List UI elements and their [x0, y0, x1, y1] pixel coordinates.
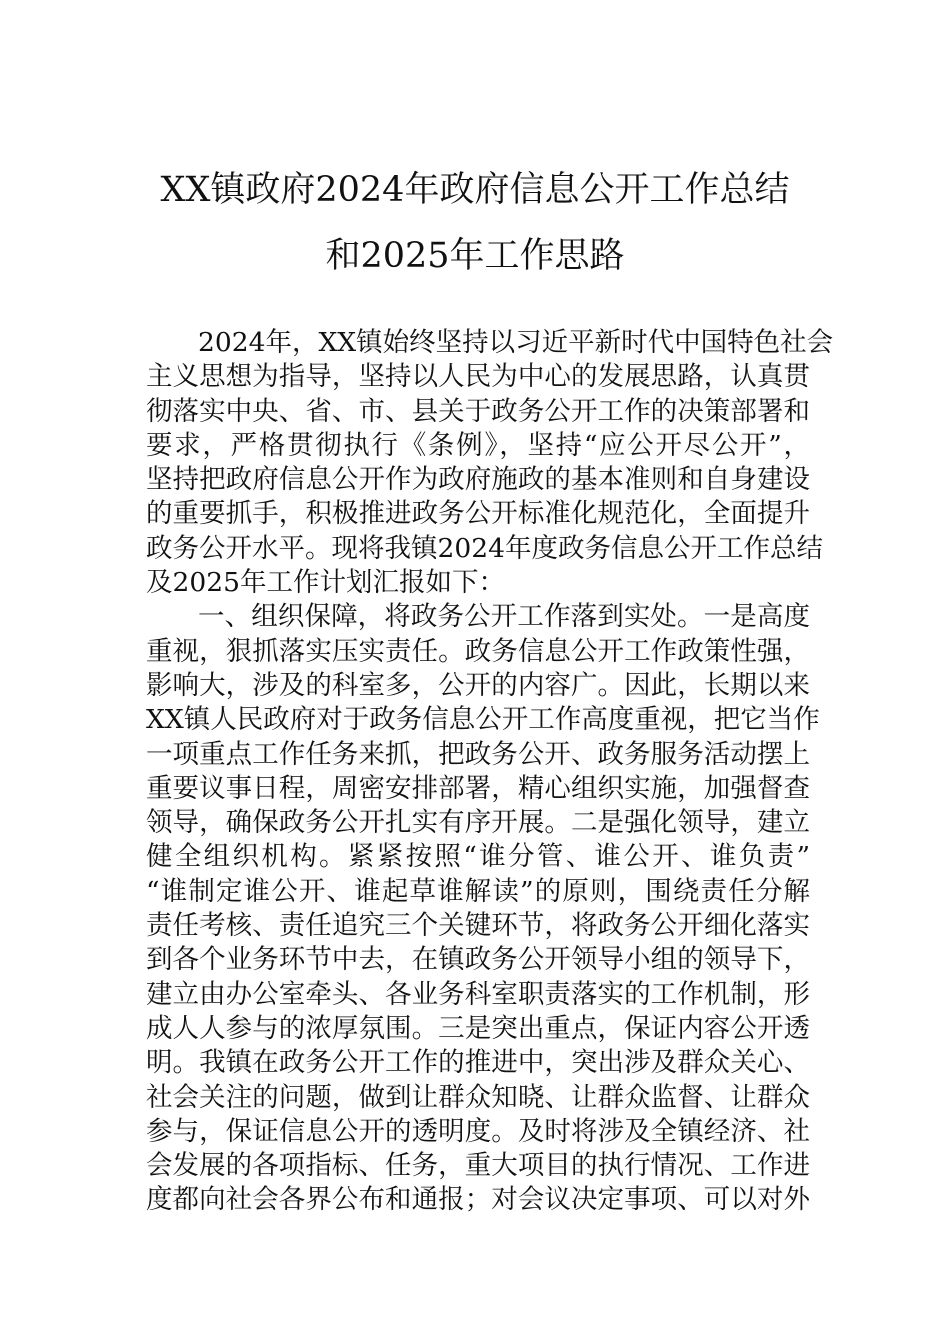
- document-body: [146, 326, 834, 1218]
- body-line: 到各个业务环节中去，在镇政务公开领导小组的领导下，: [146, 944, 810, 976]
- body-line: 及2025年工作计划汇报如下：: [146, 567, 505, 599]
- body-line: 一项重点工作任务来抓，把政务公开、政务服务活动摆上: [146, 738, 810, 770]
- body-line: 一、组织保障，将政务公开工作落到实处。一是高度: [198, 601, 810, 633]
- body-line: 领导，确保政务公开扎实有序开展。二是强化领导，建立: [146, 807, 810, 839]
- body-line: 成人人参与的浓厚氛围。三是突出重点，保证内容公开透: [146, 1012, 810, 1044]
- document-title-line-2: 和2025年工作思路: [325, 236, 625, 276]
- body-line: 重要议事日程，周密安排部署，精心组织实施，加强督查: [146, 772, 810, 804]
- body-line: 度都向社会各界公布和通报；对会议决定事项、可以对外: [146, 1184, 810, 1216]
- body-line: 的重要抓手，积极推进政务公开标准化规范化，全面提升: [146, 498, 810, 530]
- body-line: 主义思想为指导，坚持以人民为中心的发展思路，认真贯: [146, 361, 810, 393]
- body-line: 彻落实中央、省、市、县关于政务公开工作的决策部署和: [146, 395, 810, 427]
- body-line: 重视，狠抓落实压实责任。政务信息公开工作政策性强，: [146, 635, 810, 667]
- body-line: 会发展的各项指标、任务，重大项目的执行情况、工作进: [146, 1150, 810, 1182]
- body-line: 2024年，XX镇始终坚持以习近平新时代中国特色社会: [198, 327, 834, 358]
- body-line: 责任考核、责任追究三个关键环节，将政务公开细化落实: [146, 910, 810, 942]
- body-line: 健全组织机构。紧紧按照“谁分管、谁公开、谁负责”: [146, 841, 810, 873]
- document-title-line-1: XX镇政府2024年政府信息公开工作总结: [160, 170, 790, 210]
- body-line: “谁制定谁公开、谁起草谁解读”的原则，围绕责任分解: [146, 875, 810, 907]
- body-line: 建立由办公室牵头、各业务科室职责落实的工作机制，形: [146, 978, 810, 1010]
- body-line: 影响大，涉及的科室多，公开的内容广。因此，长期以来: [146, 669, 810, 701]
- body-line: XX镇人民政府对于政务信息公开工作高度重视，把它当作: [146, 704, 820, 736]
- body-line: 参与，保证信息公开的透明度。及时将涉及全镇经济、社: [146, 1115, 810, 1147]
- body-line: 社会关注的问题，做到让群众知晓、让群众监督、让群众: [146, 1081, 810, 1113]
- body-line: 坚持把政府信息公开作为政府施政的基本准则和自身建设: [146, 464, 810, 496]
- body-line: 政务公开水平。现将我镇2024年度政务信息公开工作总结: [146, 532, 823, 564]
- body-line: 明。我镇在政务公开工作的推进中，突出涉及群众关心、: [146, 1047, 810, 1079]
- body-line: 要求，严格贯彻执行《条例》，坚持“应公开尽公开”，: [146, 429, 810, 461]
